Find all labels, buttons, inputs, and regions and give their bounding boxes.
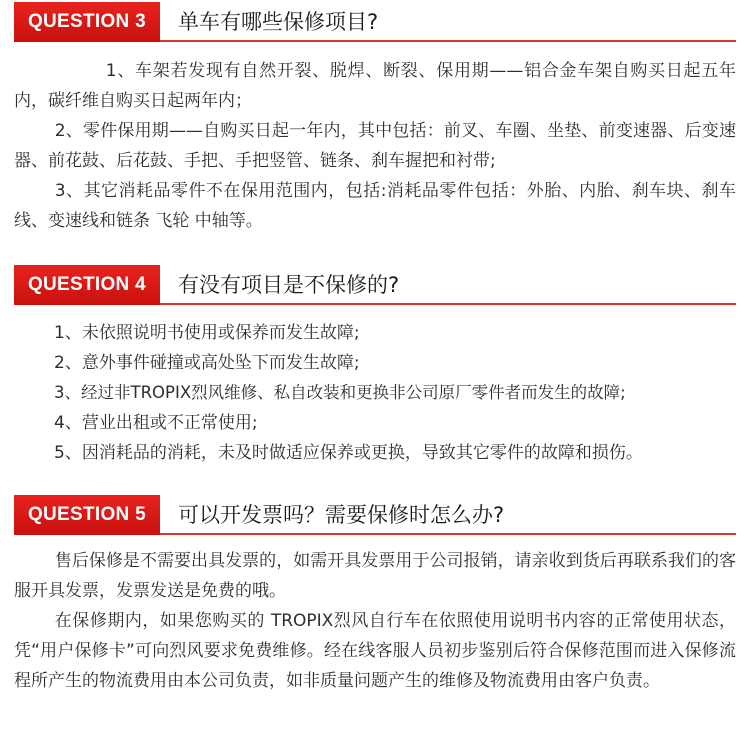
question-3-section — [0, 2, 750, 42]
question-4-section — [0, 265, 750, 305]
question-5-title: 可以开发票吗？需要保修时怎么办? — [178, 503, 505, 527]
question-4-item-3: 3、经过非TROPIX烈风维修、私自改装和更换非公司原厂零件者而发生的故障; — [54, 383, 626, 402]
question-4-title: 有没有项目是不保修的? — [178, 273, 400, 297]
question-5-body — [14, 546, 736, 696]
question-3-body — [14, 56, 736, 236]
question-3-title: 单车有哪些保修项目? — [178, 10, 379, 34]
question-3-header — [0, 2, 750, 42]
question-4-item-4: 4、营业出租或不正常使用; — [54, 413, 258, 433]
question-4-body — [14, 318, 736, 468]
question-3-paragraph-1: 1、车架若发现有自然开裂、脱焊、断裂、保用期——铝合金车架自购买日起五年内，碳纤维自购买日起两年内； — [14, 61, 736, 111]
question-4-badge: QUESTION 4 — [14, 265, 160, 305]
question-5-header — [0, 495, 750, 535]
question-5-paragraph-2: 在保修期内，如果您购买的 TROPIX烈风自行车在依照使用说明书内容的正常使用状态，凭“用户保修卡”可向烈风要求免费维修。经在线客服人员初步鉴别后符合保修范围而进入保修流程所产生的物流费用由本公司负责，如非质量问题产生的维修及物流费用由客户负责。 — [14, 611, 736, 691]
question-3-badge: QUESTION 3 — [14, 2, 160, 42]
question-4-header — [0, 265, 750, 305]
question-3-paragraph-3: 3、其它消耗品零件不在保用范围内，包括:消耗品零件包括：外胎、内胎、刹车块、刹车线、变速线和链条 飞轮 中轴等。 — [14, 181, 736, 231]
question-4-item-5: 5、因消耗品的消耗，未及时做适应保养或更换，导致其它零件的故障和损伤。 — [54, 443, 643, 463]
question-5-paragraph-1: 售后保修是不需要出具发票的，如需开具发票用于公司报销，请亲收到货后再联系我们的客服开具发票，发票发送是免费的哦。 — [14, 551, 736, 601]
question-5-section — [0, 495, 750, 535]
question-4-item-2: 2、意外事件碰撞或高处坠下而发生故障; — [54, 353, 360, 373]
question-3-paragraph-2: 2、零件保用期——自购买日起一年内，其中包括：前叉、车圈、坐垫、前变速器、后变速器、前花鼓、后花鼓、手把、手把竖管、链条、刹车握把和衬带; — [14, 121, 736, 171]
question-5-badge: QUESTION 5 — [14, 495, 160, 535]
question-4-item-1: 1、未依照说明书使用或保养而发生故障; — [54, 323, 360, 343]
